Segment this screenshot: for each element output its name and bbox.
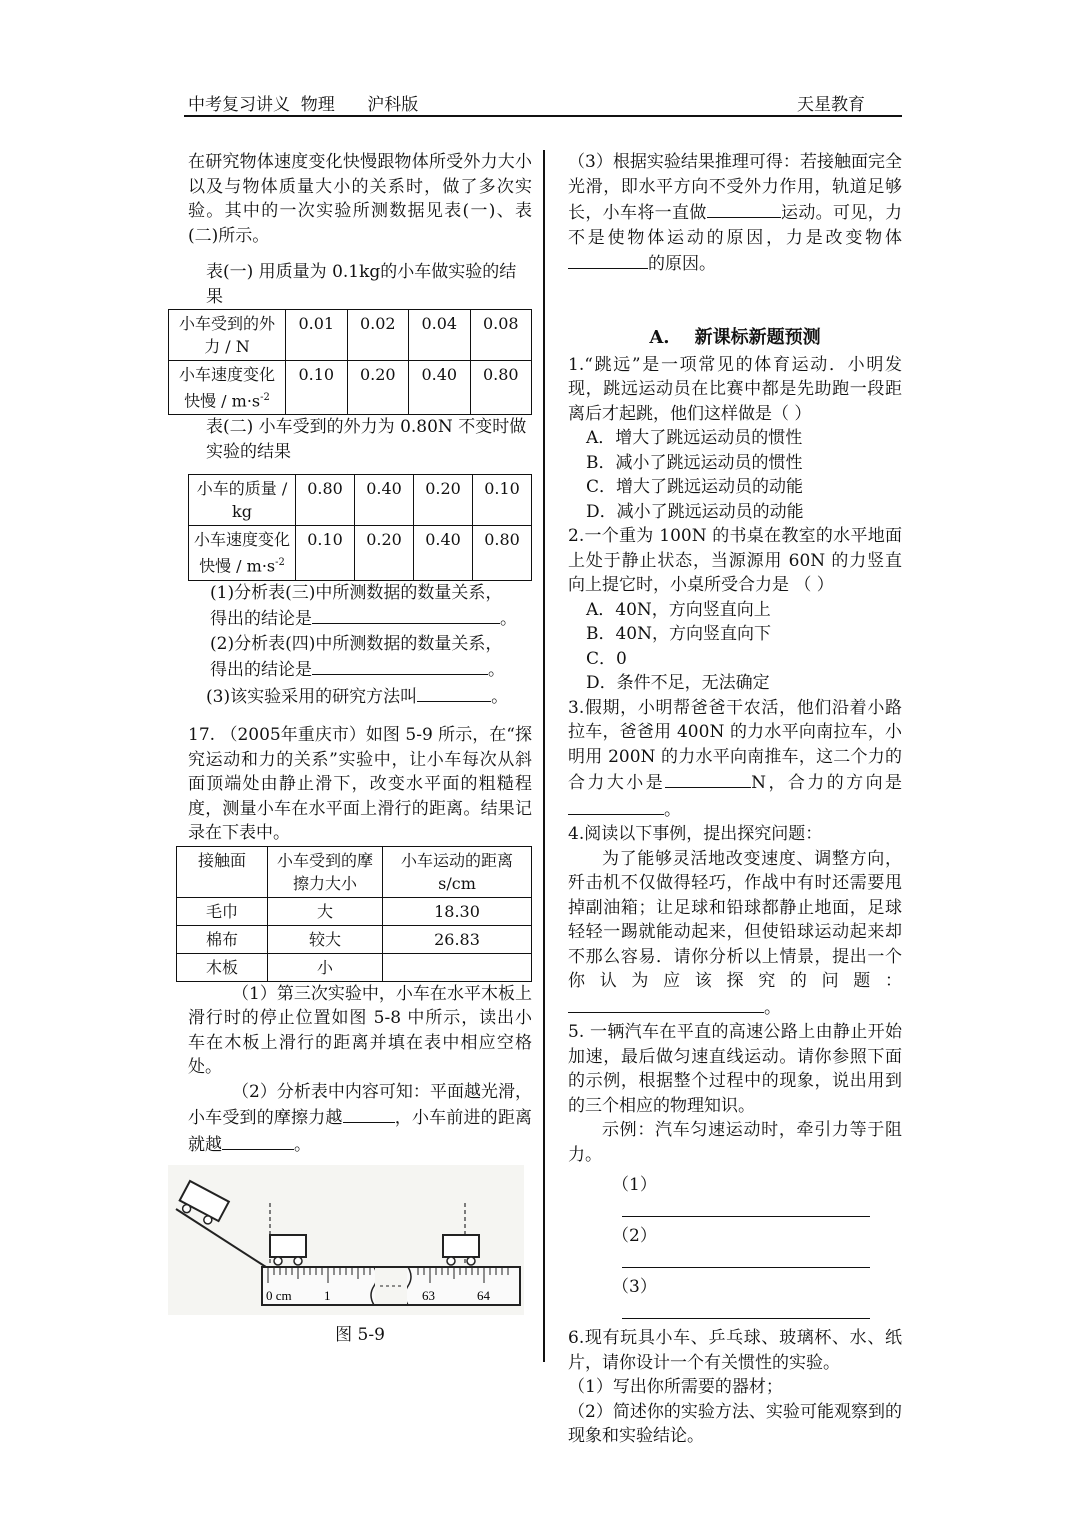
question-3-answer: (3)该实验采用的研究方法叫 。 [188,683,532,710]
table-cell: 0.80 [470,361,532,415]
table-header-row [177,846,532,897]
table-cell: 0.02 [347,310,409,361]
table-row [189,526,532,580]
table-cell: 0.40 [414,526,473,580]
table-row-label: 小车受到的外力 / N [169,310,286,361]
question-5: 5. 一辆汽车在平直的高速公路上由静止开始加速，最后做匀速直线运动。请你参照下面的示例，根据整个过程中的现象，说出用到的三个相应的物理知识。 [568,1022,902,1116]
table-row-label: 小车的质量 / kg [189,475,296,526]
cart-start [270,1235,306,1265]
table-cell: 棉布 [177,925,268,953]
question-2-answer: 得出的结论是 。 [188,656,532,683]
question-6-part-2: （2）简述你的实验方法、实验可能观察到的现象和实验结论。 [568,1401,902,1446]
figure-incline-experiment [168,1165,524,1315]
header-left: 中考复习讲义 物理 沪科版 [188,95,419,115]
question-5-example: 示例：汽车匀速运动时，牵引力等于阻力。 [568,1120,902,1165]
table-row [177,897,532,925]
header-right: 天星教育 [797,95,865,115]
table-cell: 26.83 [383,925,532,953]
option: A．增大了跳远运动员的惯性 [586,428,803,448]
option: C．增大了跳远运动员的动能 [586,477,804,497]
table-header: 接触面 [177,846,268,897]
table2-caption: 表(二) 小车受到的外力为 0.80N 不变时做实验的结果 [206,417,527,462]
table-cell: 0.10 [473,475,532,526]
part-3-paragraph: （3）根据实验结果推理可得：若接触面完全光滑，即水平方向不受外力作用，轨道足够长，小车将一直做 运动。可见，力不是使物体运动的原因，力是改变物体的原因。 [568,152,903,274]
table-force [168,309,532,415]
question-2-line: (2)分析表(四)中所测数据的数量关系， [210,633,503,654]
question-4: 4.阅读以下事例，提出探究问题： [568,824,823,844]
table-cell: 0.20 [414,475,473,526]
option: B．减小了跳远运动员的惯性 [586,452,803,473]
table-row [189,475,532,526]
question-6: 6.现有玩具小车、乒乓球、玻璃杯、水、纸片，请你设计一个有关惯性的实验。 [568,1328,902,1373]
table-header: 小车受到的摩擦力大小 [268,846,383,897]
question-6-part-1: （1）写出你所需要的器材； [568,1377,783,1397]
left-column [178,150,533,1348]
table-cell: 小 [268,953,383,981]
question-17: 17. （2005年重庆市）如图 5-9 所示，在“探究运动和力的关系”实验中，让小车每次从斜面顶端处由静止滑下，改变水平面的粗糙程度，测量小车在水平面上滑行的距离。结果记录在下表中。 [188,725,532,844]
question-1-answer: 得出的结论是 。 [188,605,532,632]
column-divider [543,150,545,1362]
table-cell: 木板 [177,953,268,981]
table-cell: 0.10 [286,361,348,415]
figure-drawing [168,1165,524,1315]
table-mass [188,474,532,580]
option: B．40N，方向竖直向下 [586,624,771,644]
answer-line-1: （1） [568,1173,902,1224]
table-cell: 0.40 [409,361,471,415]
option: D．减小了跳远运动员的动能 [586,501,804,522]
ruler-label-64: 64 [477,1288,490,1304]
figure-caption: 图 5-9 [335,1325,385,1346]
table-cell: 0.10 [296,526,355,580]
table-cell: 0.80 [296,475,355,526]
option: A．40N，方向竖直向上 [586,599,771,620]
question-4-body: 为了能够灵活地改变速度、调整方向，歼击机不仅做得轻巧，作战中有时还需要甩掉副油箱；让足球和铅球都静止地面，足球轻轻一踢就能动起来，但使铅球运动起来却不那么容易．请你分析以上情景，提出一个你认为应该探究的问题：。 [568,848,902,1018]
intro-paragraph: 在研究物体速度变化快慢跟物体所受外力大小以及与物体质量大小的关系时，做了多次实验。其中的一次实验所测数据见表(一)、表(二)所示。 [188,152,532,246]
question-3: 3.假期，小明帮爸爸干农活，他们沿着小路拉车，爸爸用 400N 的力水平向南拉车，小明用 200N 的力水平向南推车，这二个力的合力大小是 N，合力的方向是。 [568,697,903,820]
table-header: 小车运动的距离 s/cm [383,846,532,897]
table-row [169,361,532,415]
ruler-label-1: 1 [324,1288,331,1304]
table-cell: 0.80 [473,526,532,580]
option: C．0 [586,648,627,669]
table-cell [383,953,532,981]
table-cell: 18.30 [383,897,532,925]
table-row-label: 小车速度变化快慢 / $m\cdot s^{-2}$ [189,526,296,580]
cart-stop [443,1235,479,1265]
table-cell: 较大 [268,925,383,953]
question-1: 1.“跳远”是一项常见的体育运动．小明发现，跳远运动员在比赛中都是先助跑一段距离后才起跳，他们这样做是（ ） [568,354,902,424]
question-1-line: (1)分析表(三)中所测数据的数量关系， [210,582,503,603]
question-17-part-1: （1）第三次实验中，小车在水平木板上滑行时的停止位置如图 5-8 中所示，读出小车在木板上滑行的距离并填在表中相应空格处。 [188,983,532,1078]
table-cell: 0.40 [355,475,414,526]
table-cell: 毛巾 [177,897,268,925]
table-row-label: 小车速度变化快慢 / $m\cdot s^{-2}$ [169,361,286,415]
table-friction [176,846,532,982]
question-17-part-2: （2）分析表中内容可知：平面越光滑，小车受到的摩擦力越 ，小车前进的距离就越 。 [188,1081,533,1155]
table1-caption: 表(一) 用质量为 0.1kg的小车做实验的结果 [206,262,517,307]
answer-line-2: （2） [568,1224,902,1275]
table-cell: 0.20 [355,526,414,580]
table-row [177,925,532,953]
header-rule [184,115,902,117]
table-cell: 大 [268,897,383,925]
table-cell: 0.20 [347,361,409,415]
option: D．条件不足，无法确定 [586,673,770,693]
ruler-label-63: 63 [422,1288,435,1304]
cart-on-slope [176,1181,229,1228]
table-row [177,953,532,981]
table-row [169,310,532,361]
answer-line-3: （3） [568,1275,902,1326]
section-title: A. 新课标新题预测 [649,326,821,348]
table-cell: 0.04 [409,310,471,361]
ruler-label-0: 0 cm [266,1288,292,1304]
right-column [568,150,902,1449]
table-cell: 0.08 [470,310,532,361]
question-2: 2.一个重为 100N 的书桌在教室的水平地面上处于静止状态，当源源用 60N 的力竖直向上提它时，小桌所受合力是 （ ） [568,526,902,595]
table-cell: 0.01 [286,310,348,361]
